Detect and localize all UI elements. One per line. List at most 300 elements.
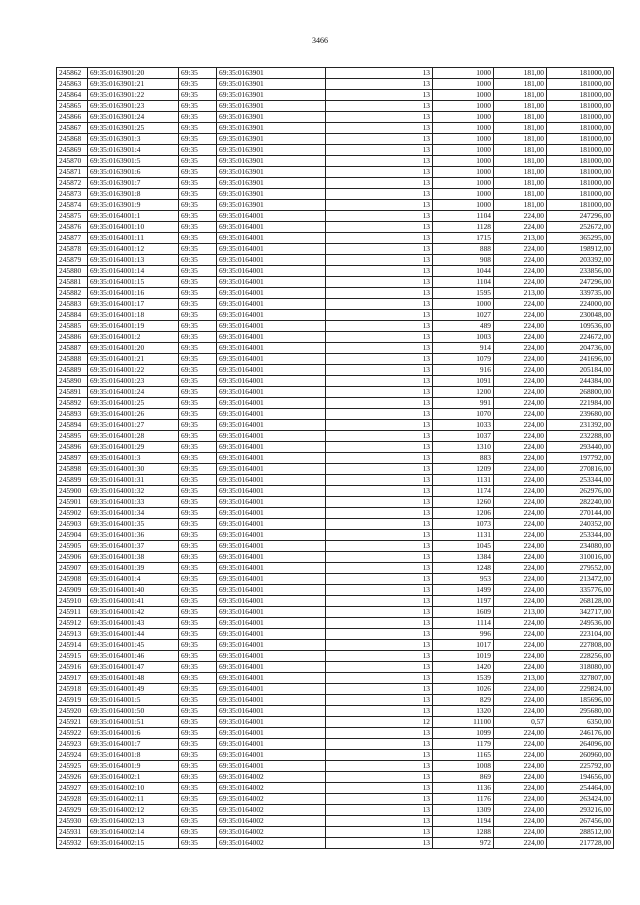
category-cell: 13 <box>326 761 433 772</box>
record-id-cell: 245891 <box>57 387 88 398</box>
total-value-cell: 221984,00 <box>547 398 614 409</box>
cadastral-number-cell: 69:35:0164001:13 <box>88 255 179 266</box>
cadastral-number-cell: 69:35:0164002:10 <box>88 783 179 794</box>
block-number-cell: 69:35:0164001 <box>217 728 326 739</box>
area-cell: 829 <box>433 695 494 706</box>
category-cell: 13 <box>326 332 433 343</box>
area-cell: 1000 <box>433 145 494 156</box>
district-code-cell: 69:35 <box>179 222 217 233</box>
cadastral-number-cell: 69:35:0163901:23 <box>88 101 179 112</box>
table-row <box>57 167 614 178</box>
block-number-cell: 69:35:0163901 <box>217 90 326 101</box>
page-number: 3466 <box>312 36 328 45</box>
price-cell: 181,00 <box>494 178 547 189</box>
total-value-cell: 241696,00 <box>547 354 614 365</box>
area-cell: 1000 <box>433 167 494 178</box>
record-id-cell: 245912 <box>57 618 88 629</box>
area-cell: 489 <box>433 321 494 332</box>
block-number-cell: 69:35:0164001 <box>217 706 326 717</box>
area-cell: 1045 <box>433 541 494 552</box>
table-row <box>57 123 614 134</box>
record-id-cell: 245902 <box>57 508 88 519</box>
total-value-cell: 217728,00 <box>547 838 614 849</box>
record-id-cell: 245921 <box>57 717 88 728</box>
price-cell: 181,00 <box>494 101 547 112</box>
area-cell: 1000 <box>433 68 494 79</box>
price-cell: 181,00 <box>494 145 547 156</box>
table-row <box>57 387 614 398</box>
table-row <box>57 409 614 420</box>
price-cell: 213,00 <box>494 233 547 244</box>
total-value-cell: 223104,00 <box>547 629 614 640</box>
price-cell: 224,00 <box>494 508 547 519</box>
table-row <box>57 574 614 585</box>
total-value-cell: 252672,00 <box>547 222 614 233</box>
area-cell: 1131 <box>433 475 494 486</box>
price-cell: 0,57 <box>494 717 547 728</box>
table-row <box>57 508 614 519</box>
category-cell: 13 <box>326 838 433 849</box>
total-value-cell: 204736,00 <box>547 343 614 354</box>
category-cell: 13 <box>326 431 433 442</box>
total-value-cell: 260960,00 <box>547 750 614 761</box>
price-cell: 224,00 <box>494 376 547 387</box>
price-cell: 224,00 <box>494 541 547 552</box>
total-value-cell: 247296,00 <box>547 277 614 288</box>
price-cell: 224,00 <box>494 255 547 266</box>
record-id-cell: 245909 <box>57 585 88 596</box>
table-row <box>57 90 614 101</box>
block-number-cell: 69:35:0164001 <box>217 431 326 442</box>
table-row <box>57 189 614 200</box>
district-code-cell: 69:35 <box>179 750 217 761</box>
category-cell: 12 <box>326 717 433 728</box>
price-cell: 224,00 <box>494 739 547 750</box>
category-cell: 13 <box>326 530 433 541</box>
district-code-cell: 69:35 <box>179 464 217 475</box>
total-value-cell: 181000,00 <box>547 134 614 145</box>
block-number-cell: 69:35:0164002 <box>217 827 326 838</box>
block-number-cell: 69:35:0164001 <box>217 420 326 431</box>
price-cell: 224,00 <box>494 651 547 662</box>
area-cell: 1000 <box>433 112 494 123</box>
district-code-cell: 69:35 <box>179 321 217 332</box>
total-value-cell: 293440,00 <box>547 442 614 453</box>
category-cell: 13 <box>326 805 433 816</box>
table-row <box>57 266 614 277</box>
district-code-cell: 69:35 <box>179 233 217 244</box>
category-cell: 13 <box>326 728 433 739</box>
cadastral-number-cell: 69:35:0164001:49 <box>88 684 179 695</box>
block-number-cell: 69:35:0163901 <box>217 156 326 167</box>
block-number-cell: 69:35:0163901 <box>217 200 326 211</box>
category-cell: 13 <box>326 695 433 706</box>
area-cell: 1539 <box>433 673 494 684</box>
cadastral-number-cell: 69:35:0164001:43 <box>88 618 179 629</box>
block-number-cell: 69:35:0164001 <box>217 750 326 761</box>
record-id-cell: 245880 <box>57 266 88 277</box>
total-value-cell: 181000,00 <box>547 123 614 134</box>
district-code-cell: 69:35 <box>179 816 217 827</box>
table-row <box>57 772 614 783</box>
table-row <box>57 662 614 673</box>
district-code-cell: 69:35 <box>179 530 217 541</box>
area-cell: 1206 <box>433 508 494 519</box>
district-code-cell: 69:35 <box>179 761 217 772</box>
cadastral-number-cell: 69:35:0163901:22 <box>88 90 179 101</box>
category-cell: 13 <box>326 519 433 530</box>
table-row <box>57 310 614 321</box>
cadastral-number-cell: 69:35:0164001:34 <box>88 508 179 519</box>
record-id-cell: 245877 <box>57 233 88 244</box>
total-value-cell: 288512,00 <box>547 827 614 838</box>
area-cell: 1079 <box>433 354 494 365</box>
area-cell: 1174 <box>433 486 494 497</box>
block-number-cell: 69:35:0164001 <box>217 651 326 662</box>
total-value-cell: 225792,00 <box>547 761 614 772</box>
category-cell: 13 <box>326 420 433 431</box>
price-cell: 224,00 <box>494 563 547 574</box>
category-cell: 13 <box>326 640 433 651</box>
table-row <box>57 607 614 618</box>
record-id-cell: 245924 <box>57 750 88 761</box>
category-cell: 13 <box>326 574 433 585</box>
area-cell: 1070 <box>433 409 494 420</box>
record-id-cell: 245920 <box>57 706 88 717</box>
district-code-cell: 69:35 <box>179 200 217 211</box>
record-id-cell: 245915 <box>57 651 88 662</box>
area-cell: 1000 <box>433 79 494 90</box>
record-id-cell: 245882 <box>57 288 88 299</box>
record-id-cell: 245922 <box>57 728 88 739</box>
price-cell: 224,00 <box>494 618 547 629</box>
record-id-cell: 245876 <box>57 222 88 233</box>
district-code-cell: 69:35 <box>179 387 217 398</box>
district-code-cell: 69:35 <box>179 442 217 453</box>
district-code-cell: 69:35 <box>179 684 217 695</box>
total-value-cell: 268128,00 <box>547 596 614 607</box>
district-code-cell: 69:35 <box>179 189 217 200</box>
total-value-cell: 318080,00 <box>547 662 614 673</box>
total-value-cell: 295680,00 <box>547 706 614 717</box>
record-id-cell: 245926 <box>57 772 88 783</box>
cadastral-number-cell: 69:35:0164001:11 <box>88 233 179 244</box>
cadastral-number-cell: 69:35:0164001:40 <box>88 585 179 596</box>
price-cell: 224,00 <box>494 497 547 508</box>
record-id-cell: 245865 <box>57 101 88 112</box>
price-cell: 224,00 <box>494 794 547 805</box>
record-id-cell: 245866 <box>57 112 88 123</box>
area-cell: 1073 <box>433 519 494 530</box>
total-value-cell: 244384,00 <box>547 376 614 387</box>
district-code-cell: 69:35 <box>179 123 217 134</box>
cadastral-number-cell: 69:35:0163901:4 <box>88 145 179 156</box>
area-cell: 1288 <box>433 827 494 838</box>
category-cell: 13 <box>326 189 433 200</box>
cadastral-number-cell: 69:35:0164001:10 <box>88 222 179 233</box>
record-id-cell: 245874 <box>57 200 88 211</box>
category-cell: 13 <box>326 486 433 497</box>
table-row <box>57 651 614 662</box>
total-value-cell: 203392,00 <box>547 255 614 266</box>
record-id-cell: 245907 <box>57 563 88 574</box>
category-cell: 13 <box>326 365 433 376</box>
record-id-cell: 245927 <box>57 783 88 794</box>
cadastral-number-cell: 69:35:0164001:12 <box>88 244 179 255</box>
record-id-cell: 245913 <box>57 629 88 640</box>
block-number-cell: 69:35:0163901 <box>217 68 326 79</box>
table-row <box>57 68 614 79</box>
area-cell: 1003 <box>433 332 494 343</box>
price-cell: 224,00 <box>494 321 547 332</box>
record-id-cell: 245875 <box>57 211 88 222</box>
record-id-cell: 245864 <box>57 90 88 101</box>
block-number-cell: 69:35:0164001 <box>217 211 326 222</box>
record-id-cell: 245925 <box>57 761 88 772</box>
cadastral-number-cell: 69:35:0164001:18 <box>88 310 179 321</box>
category-cell: 13 <box>326 134 433 145</box>
price-cell: 224,00 <box>494 827 547 838</box>
cadastral-number-cell: 69:35:0164001:6 <box>88 728 179 739</box>
category-cell: 13 <box>326 90 433 101</box>
area-cell: 1000 <box>433 156 494 167</box>
category-cell: 13 <box>326 497 433 508</box>
area-cell: 1037 <box>433 431 494 442</box>
category-cell: 13 <box>326 706 433 717</box>
cadastral-number-cell: 69:35:0164001:2 <box>88 332 179 343</box>
district-code-cell: 69:35 <box>179 101 217 112</box>
cadastral-number-cell: 69:35:0163901:21 <box>88 79 179 90</box>
price-cell: 224,00 <box>494 486 547 497</box>
area-cell: 1033 <box>433 420 494 431</box>
price-cell: 224,00 <box>494 816 547 827</box>
total-value-cell: 181000,00 <box>547 68 614 79</box>
table-row <box>57 244 614 255</box>
category-cell: 13 <box>326 167 433 178</box>
category-cell: 13 <box>326 673 433 684</box>
district-code-cell: 69:35 <box>179 838 217 849</box>
table-row <box>57 420 614 431</box>
cadastral-number-cell: 69:35:0163901:5 <box>88 156 179 167</box>
area-cell: 1136 <box>433 783 494 794</box>
category-cell: 13 <box>326 68 433 79</box>
district-code-cell: 69:35 <box>179 673 217 684</box>
block-number-cell: 69:35:0163901 <box>217 112 326 123</box>
cadastral-number-cell: 69:35:0164001:38 <box>88 552 179 563</box>
block-number-cell: 69:35:0163901 <box>217 101 326 112</box>
price-cell: 181,00 <box>494 200 547 211</box>
total-value-cell: 246176,00 <box>547 728 614 739</box>
block-number-cell: 69:35:0164002 <box>217 838 326 849</box>
block-number-cell: 69:35:0164001 <box>217 739 326 750</box>
price-cell: 224,00 <box>494 464 547 475</box>
category-cell: 13 <box>326 618 433 629</box>
price-cell: 213,00 <box>494 673 547 684</box>
table-row <box>57 618 614 629</box>
district-code-cell: 69:35 <box>179 695 217 706</box>
block-number-cell: 69:35:0164001 <box>217 695 326 706</box>
category-cell: 13 <box>326 442 433 453</box>
area-cell: 1260 <box>433 497 494 508</box>
area-cell: 1000 <box>433 123 494 134</box>
district-code-cell: 69:35 <box>179 211 217 222</box>
table-row <box>57 365 614 376</box>
block-number-cell: 69:35:0164001 <box>217 717 326 728</box>
total-value-cell: 181000,00 <box>547 79 614 90</box>
table-row <box>57 761 614 772</box>
record-id-cell: 245892 <box>57 398 88 409</box>
total-value-cell: 249536,00 <box>547 618 614 629</box>
record-id-cell: 245871 <box>57 167 88 178</box>
block-number-cell: 69:35:0163901 <box>217 178 326 189</box>
block-number-cell: 69:35:0164001 <box>217 255 326 266</box>
price-cell: 224,00 <box>494 640 547 651</box>
record-id-cell: 245923 <box>57 739 88 750</box>
price-cell: 224,00 <box>494 728 547 739</box>
total-value-cell: 181000,00 <box>547 200 614 211</box>
block-number-cell: 69:35:0164001 <box>217 222 326 233</box>
total-value-cell: 247296,00 <box>547 211 614 222</box>
price-cell: 224,00 <box>494 365 547 376</box>
area-cell: 908 <box>433 255 494 266</box>
district-code-cell: 69:35 <box>179 79 217 90</box>
cadastral-number-cell: 69:35:0163901:9 <box>88 200 179 211</box>
cadastral-number-cell: 69:35:0164001:42 <box>88 607 179 618</box>
area-cell: 972 <box>433 838 494 849</box>
table-row <box>57 112 614 123</box>
district-code-cell: 69:35 <box>179 772 217 783</box>
category-cell: 13 <box>326 563 433 574</box>
district-code-cell: 69:35 <box>179 112 217 123</box>
table-row <box>57 376 614 387</box>
category-cell: 13 <box>326 651 433 662</box>
district-code-cell: 69:35 <box>179 574 217 585</box>
table-row <box>57 585 614 596</box>
area-cell: 996 <box>433 629 494 640</box>
price-cell: 181,00 <box>494 112 547 123</box>
category-cell: 13 <box>326 794 433 805</box>
table-row <box>57 464 614 475</box>
cadastral-number-cell: 69:35:0164001:24 <box>88 387 179 398</box>
table-row <box>57 640 614 651</box>
district-code-cell: 69:35 <box>179 167 217 178</box>
record-id-cell: 245889 <box>57 365 88 376</box>
area-cell: 1000 <box>433 189 494 200</box>
price-cell: 224,00 <box>494 211 547 222</box>
cadastral-number-cell: 69:35:0164001:22 <box>88 365 179 376</box>
total-value-cell: 181000,00 <box>547 101 614 112</box>
cadastral-number-cell: 69:35:0164001:37 <box>88 541 179 552</box>
record-id-cell: 245898 <box>57 464 88 475</box>
total-value-cell: 240352,00 <box>547 519 614 530</box>
category-cell: 13 <box>326 244 433 255</box>
table-row <box>57 596 614 607</box>
price-cell: 224,00 <box>494 354 547 365</box>
table-row <box>57 354 614 365</box>
table-row <box>57 827 614 838</box>
district-code-cell: 69:35 <box>179 563 217 574</box>
category-cell: 13 <box>326 827 433 838</box>
area-cell: 1000 <box>433 200 494 211</box>
table-row <box>57 530 614 541</box>
table-row <box>57 519 614 530</box>
record-id-cell: 245886 <box>57 332 88 343</box>
area-cell: 916 <box>433 365 494 376</box>
table-row <box>57 552 614 563</box>
category-cell: 13 <box>326 541 433 552</box>
cadastral-number-cell: 69:35:0164002:12 <box>88 805 179 816</box>
district-code-cell: 69:35 <box>179 310 217 321</box>
price-cell: 224,00 <box>494 761 547 772</box>
cadastral-number-cell: 69:35:0164001:9 <box>88 761 179 772</box>
district-code-cell: 69:35 <box>179 794 217 805</box>
cadastral-number-cell: 69:35:0164001:19 <box>88 321 179 332</box>
category-cell: 13 <box>326 123 433 134</box>
price-cell: 224,00 <box>494 266 547 277</box>
table-row <box>57 684 614 695</box>
district-code-cell: 69:35 <box>179 717 217 728</box>
category-cell: 13 <box>326 750 433 761</box>
price-cell: 224,00 <box>494 222 547 233</box>
district-code-cell: 69:35 <box>179 651 217 662</box>
price-cell: 224,00 <box>494 475 547 486</box>
block-number-cell: 69:35:0164001 <box>217 453 326 464</box>
area-cell: 1000 <box>433 90 494 101</box>
record-id-cell: 245873 <box>57 189 88 200</box>
total-value-cell: 231392,00 <box>547 420 614 431</box>
total-value-cell: 270144,00 <box>547 508 614 519</box>
price-cell: 224,00 <box>494 662 547 673</box>
block-number-cell: 69:35:0164001 <box>217 596 326 607</box>
table-row <box>57 288 614 299</box>
record-id-cell: 245863 <box>57 79 88 90</box>
district-code-cell: 69:35 <box>179 805 217 816</box>
area-cell: 11100 <box>433 717 494 728</box>
category-cell: 13 <box>326 662 433 673</box>
table-row <box>57 145 614 156</box>
price-cell: 224,00 <box>494 343 547 354</box>
cadastral-number-cell: 69:35:0164001:23 <box>88 376 179 387</box>
district-code-cell: 69:35 <box>179 629 217 640</box>
district-code-cell: 69:35 <box>179 376 217 387</box>
total-value-cell: 339735,00 <box>547 288 614 299</box>
block-number-cell: 69:35:0163901 <box>217 79 326 90</box>
price-cell: 213,00 <box>494 607 547 618</box>
record-id-cell: 245919 <box>57 695 88 706</box>
table-row <box>57 838 614 849</box>
table-row <box>57 497 614 508</box>
record-id-cell: 245883 <box>57 299 88 310</box>
district-code-cell: 69:35 <box>179 255 217 266</box>
area-cell: 1099 <box>433 728 494 739</box>
block-number-cell: 69:35:0164001 <box>217 508 326 519</box>
table-row <box>57 486 614 497</box>
category-cell: 13 <box>326 255 433 266</box>
area-cell: 1179 <box>433 739 494 750</box>
block-number-cell: 69:35:0164002 <box>217 783 326 794</box>
table-row <box>57 442 614 453</box>
area-cell: 1165 <box>433 750 494 761</box>
category-cell: 13 <box>326 200 433 211</box>
record-id-cell: 245928 <box>57 794 88 805</box>
total-value-cell: 239680,00 <box>547 409 614 420</box>
record-id-cell: 245879 <box>57 255 88 266</box>
record-id-cell: 245872 <box>57 178 88 189</box>
price-cell: 224,00 <box>494 574 547 585</box>
category-cell: 13 <box>326 288 433 299</box>
total-value-cell: 253344,00 <box>547 475 614 486</box>
price-cell: 181,00 <box>494 189 547 200</box>
